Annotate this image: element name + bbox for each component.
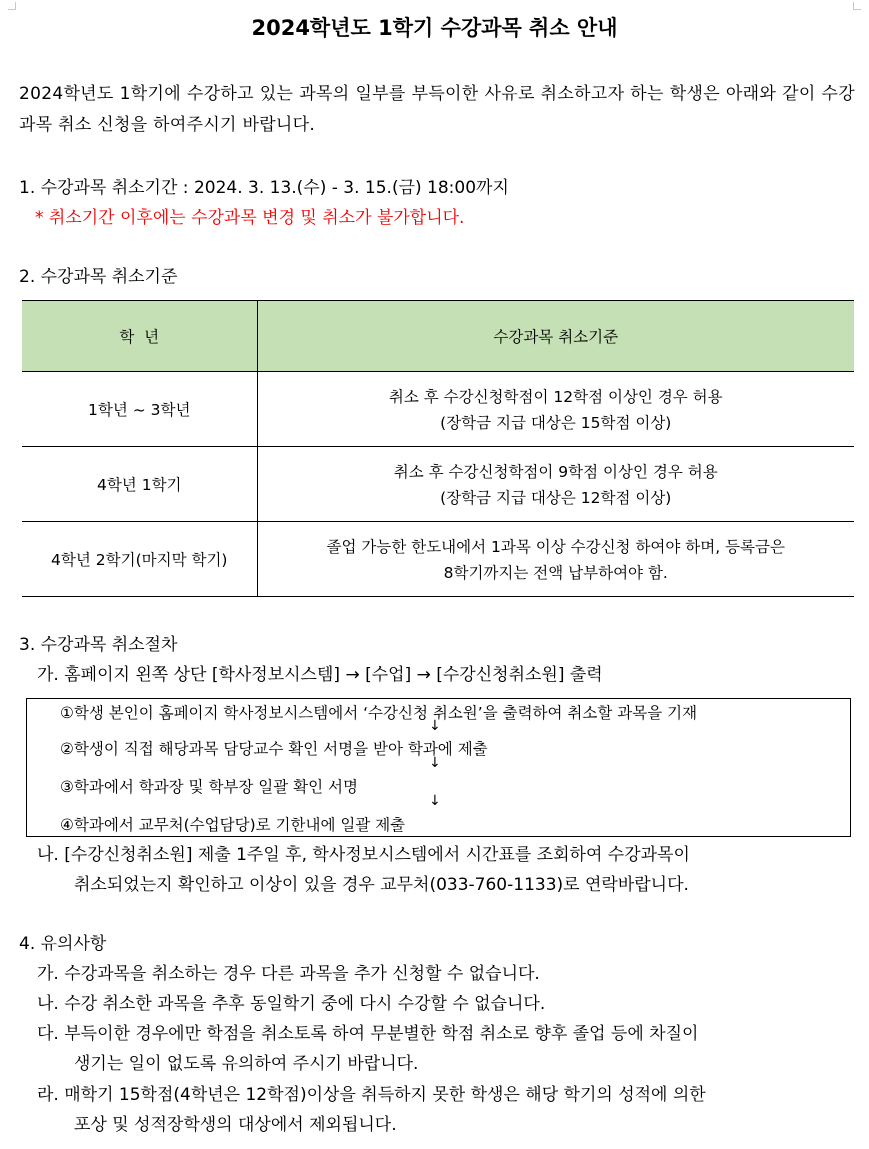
table-row — [22, 522, 854, 597]
notice-item: 나. 수강 취소한 과목을 추후 동일학기 중에 다시 수강할 수 없습니다. — [37, 994, 546, 1014]
notice-item: 라. 매학기 15학점(4학년은 12학점)이상을 취득하지 못한 학생은 해당 학기의 성적에 의한 — [37, 1085, 706, 1105]
table-row — [22, 447, 854, 522]
procedure-step-1: ①학생 본인이 홈페이지 학사정보시스템에서 ‘수강신청 취소원’을 출력하여 취소할 과목을 기재 — [60, 704, 698, 722]
criteria-cell — [257, 522, 854, 597]
grade-cell: 1학년 ~ 3학년 — [22, 372, 257, 447]
criteria-line: 취소 후 수강신청학점이 12학점 이상인 경우 허용 — [388, 388, 723, 406]
procedure-step-2: ②학생이 직접 해당과목 담당교수 확인 서명을 받아 학과에 제출 — [60, 740, 488, 758]
down-arrow-icon: ↓ — [429, 755, 441, 771]
section3-heading: 3. 수강과목 취소절차 — [19, 635, 178, 655]
notice-item-cont: 생기는 일이 없도록 유의하여 주시기 바랍니다. — [74, 1054, 419, 1074]
page-corner-mark-left — [8, 2, 16, 10]
criteria-line: 졸업 가능한 한도내에서 1과목 이상 수강신청 하여야 하며, 등록금은 — [326, 538, 785, 556]
section2-heading: 2. 수강과목 취소기준 — [19, 267, 178, 287]
grade-cell: 4학년 1학기 — [22, 447, 257, 522]
criteria-subline: (장학금 지급 대상은 15학점 이상) — [440, 414, 672, 432]
section1-heading: 1. 수강과목 취소기간 : 2024. 3. 13.(수) - 3. 15.(금) 18:00까지 — [19, 178, 509, 198]
down-arrow-icon: ↓ — [429, 718, 441, 734]
intro-paragraph: 2024학년도 1학기에 수강하고 있는 과목의 일부를 부득이한 사유로 취소하고자 하는 학생은 아래와 같이 수강과목 취소 신청을 하여주시기 바랍니다. — [19, 84, 855, 135]
criteria-cell — [257, 447, 854, 522]
criteria-line: 취소 후 수강신청학점이 9학점 이상인 경우 허용 — [393, 463, 718, 481]
notice-item: 다. 부득이한 경우에만 학점을 취소토록 하여 무분별한 학점 취소로 향후 졸업 등에 차질이 — [37, 1024, 699, 1044]
header-grade: 학 년 — [22, 301, 257, 372]
notice-item-cont: 포상 및 성적장학생의 대상에서 제외됩니다. — [74, 1115, 397, 1135]
procedure-box — [26, 698, 851, 837]
document-title: 2024학년도 1학기 수강과목 취소 안내 — [251, 16, 618, 40]
section4-heading: 4. 유의사항 — [19, 934, 107, 954]
procedure-step-3: ③학과에서 학과장 및 학부장 일괄 확인 서명 — [60, 778, 358, 796]
criteria-subline: 8학기까지는 전액 납부하여야 함. — [443, 564, 668, 582]
table-header-row — [22, 301, 854, 372]
section3-item-ga: 가. 홈페이지 왼쪽 상단 [학사정보시스템] → [수업] → [수강신청취소원] 출력 — [37, 665, 603, 685]
notice-item: 가. 수강과목을 취소하는 경우 다른 과목을 추가 신청할 수 없습니다. — [37, 964, 540, 984]
down-arrow-icon: ↓ — [429, 793, 441, 809]
grade-cell: 4학년 2학기(마지막 학기) — [22, 522, 257, 597]
table-row — [22, 372, 854, 447]
page-corner-mark-right — [853, 2, 861, 10]
section3-item-na: 나. [수강신청취소원] 제출 1주일 후, 학사정보시스템에서 시간표를 조회하여 수강과목이 — [37, 845, 690, 865]
section1-note: * 취소기간 이후에는 수강과목 변경 및 취소가 불가합니다. — [35, 208, 465, 228]
procedure-step-4: ④학과에서 교무처(수업담당)로 기한내에 일괄 제출 — [60, 816, 406, 834]
criteria-cell — [257, 372, 854, 447]
criteria-table — [22, 300, 854, 597]
criteria-subline: (장학금 지급 대상은 12학점 이상) — [440, 489, 672, 507]
section3-item-na-cont: 취소되었는지 확인하고 이상이 있을 경우 교무처(033-760-1133)로 연락바랍니다. — [74, 875, 689, 895]
header-criteria: 수강과목 취소기준 — [257, 301, 854, 372]
